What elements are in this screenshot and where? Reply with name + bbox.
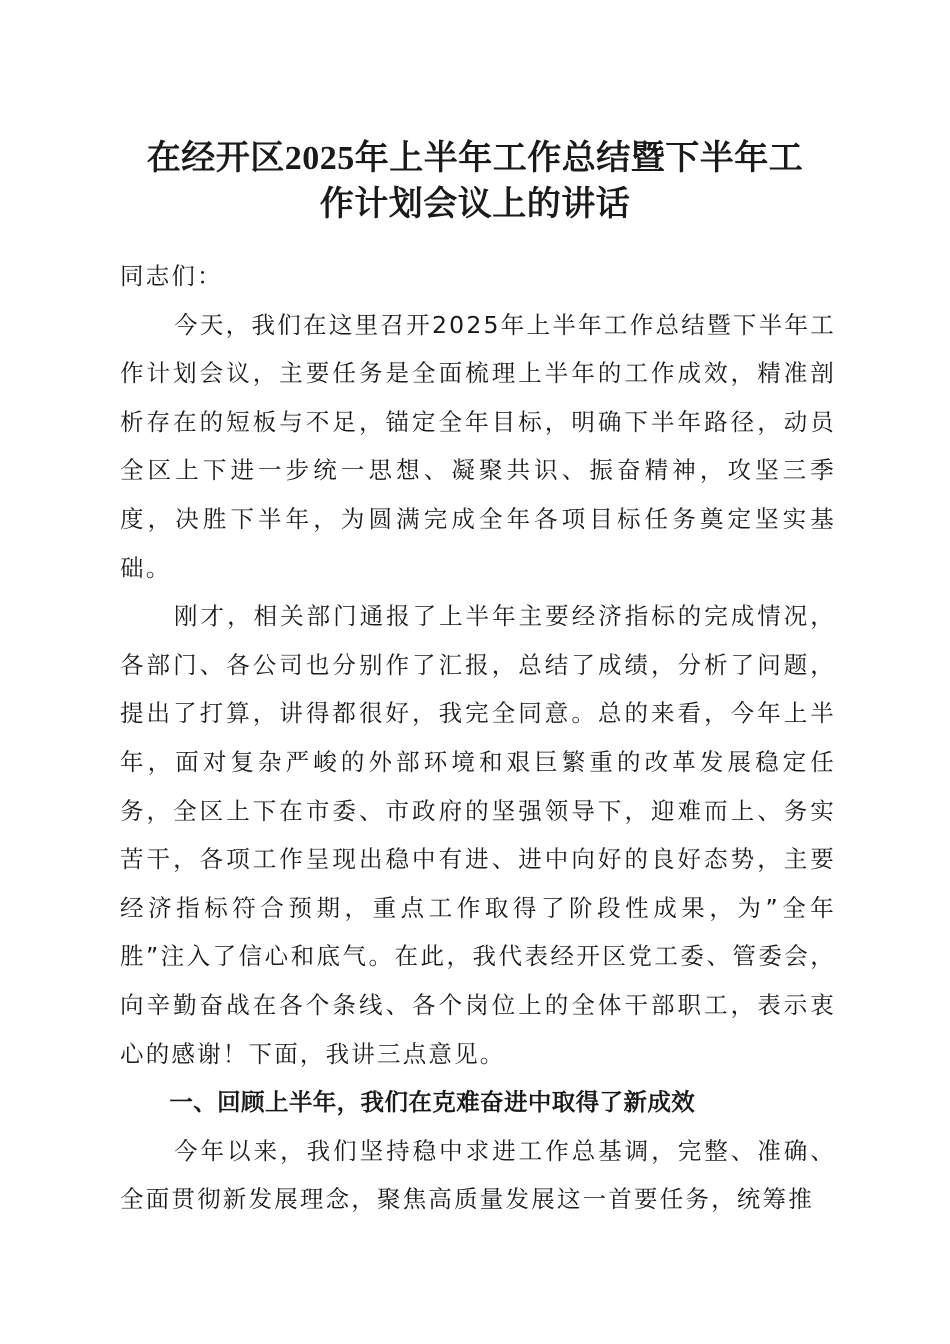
salutation: 同志们： xyxy=(120,262,223,290)
document-body xyxy=(120,252,836,1224)
document-title xyxy=(120,136,830,228)
paragraph-section1-intro: 今年以来，我们坚持稳中求进工作总基调，完整、准确、全面贯彻新发展理念，聚焦高质量发展这一首要任务，统筹推 xyxy=(120,1136,836,1214)
paragraph-overview: 刚才，相关部门通报了上半年主要经济指标的完成情况，各部门、各公司也分别作了汇报，总结了成绩，分析了问题，提出了打算，讲得都很好，我完全同意。总的来看，今年上半年，面对复杂严峻的外部环境和艰巨繁重的改革发展稳定任务，全区上下在市委、市政府的坚强领导下，迎难而上、务实苦干，各项工作呈现出稳中有进、进中向好的良好态势，主要经济指标符合预期，重点工作取得了阶段性成果，为”全年胜”注入了信心和底气。在此，我代表经开区党工委、管委会，向辛勤奋战在各个条线、各个岗位上的全体干部职工，表示衷心的感谢！下面，我讲三点意见。 xyxy=(120,602,836,1068)
section-heading-1: 一、回顾上半年，我们在克难奋进中取得了新成效 xyxy=(169,1088,696,1117)
title-line-1: 在经开区2025年上半年工作总结暨下半年工 xyxy=(146,140,804,177)
paragraph-opening: 今天，我们在这里召开2025年上半年工作总结暨下半年工作计划会议，主要任务是全面梳理上半年的工作成效，精准剖析存在的短板与不足，锚定全年目标，明确下半年路径，动员全区上下进一步统一思想、凝聚共识、振奋精神，攻坚三季度，决胜下半年，为圆满完成全年各项目标任务奠定坚实基础。 xyxy=(120,310,836,582)
title-line-2: 作计划会议上的讲话 xyxy=(319,186,631,223)
